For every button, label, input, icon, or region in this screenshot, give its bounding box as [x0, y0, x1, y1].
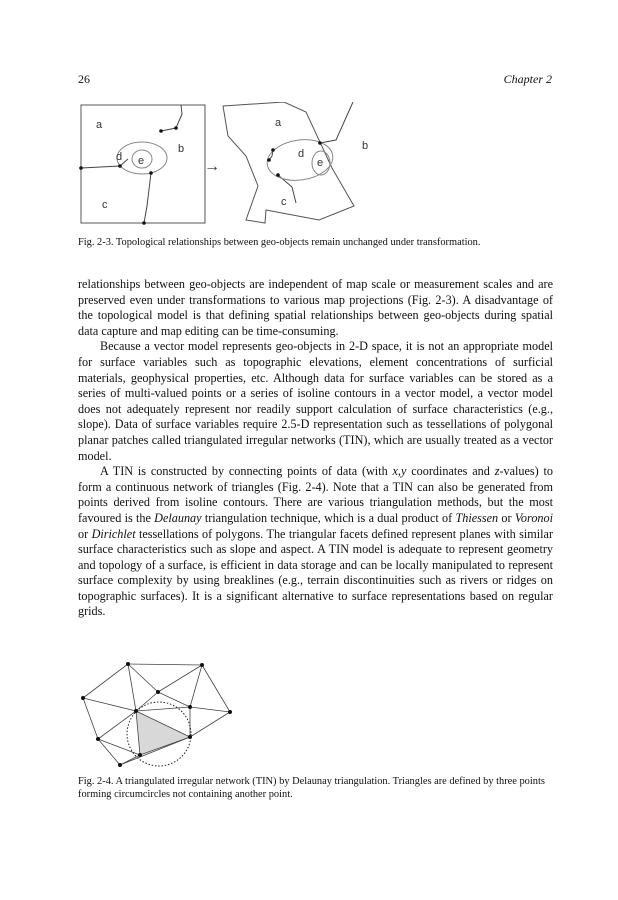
figure-2-3: [78, 102, 398, 226]
running-header-chapter: Chapter 2: [503, 72, 552, 86]
transform-arrow: →: [204, 158, 220, 175]
right-region-d: [265, 136, 336, 185]
figure-2-4-caption: Fig. 2-4. A triangulated irregular network (TIN) by Delaunay triangulation. Triangles are defined by three points forming circumcircles not containing another point.: [78, 776, 545, 800]
right-map-frame: [223, 102, 354, 223]
left-boundary-south: [144, 173, 151, 223]
left-label-e: e: [138, 155, 145, 167]
left-label-a: a: [96, 119, 103, 131]
right-label-c: c: [281, 196, 287, 208]
left-boundary-north: [161, 105, 182, 131]
right-label-d: d: [298, 148, 305, 160]
right-label-a: a: [275, 117, 282, 129]
tin-diagram: [78, 657, 240, 769]
left-label-d: d: [116, 151, 123, 163]
right-boundary-north: [320, 102, 353, 143]
tin-edges: [83, 664, 230, 765]
paragraph-1: relationships between geo-objects are independent of map scale or measurement scales and are preserved even under transformations to various map projections (Fig. 2-3). A disadvantage of the topological model is that defining spatial relationships between geo-objects during spatial data capture and map editing can be time-consuming.: [78, 277, 553, 338]
figure-2-4: [78, 657, 240, 769]
right-label-e: e: [317, 157, 324, 169]
right-label-b: b: [362, 140, 369, 152]
paragraph-2: Because a vector model represents geo-objects in 2-D space, it is not an appropriate model for surface variables such as topographic elevations, element concentrations of surficial materials, geophysical properties, etc. Although data for surface variables can be stored as a series of multi-valued points or a series of isoline contours in a vector model, a vector model does not adequately represent nor readily support calculation of surface characteristics (e.g., slope). Data of surface variables require 2.5-D representation such as tessellations of polygonal planar patches called triangulated irregular networks (TIN), which are usually treated as a vector model.: [78, 339, 553, 463]
topology-diagram: [78, 102, 398, 226]
figure-2-3-caption: Fig. 2-3. Topological relationships between geo-objects remain unchanged under transformation.: [78, 237, 481, 248]
left-label-c: c: [102, 199, 108, 211]
page-number: 26: [78, 72, 90, 86]
body-text: [78, 277, 553, 620]
paragraph-3: A TIN is constructed by connecting points of data (with x,y coordinates and z-values) to form a continuous network of triangles (Fig. 2-4). Note that a TIN can also be generated from points derived from isoline contours. There are various triangulation methods, but the most favoured is the Delaunay triangulation technique, which is a dual product of Thiessen or Voronoi or Dirichlet tessellations of polygons. The triangular facets defined represent planes with similar surface characteristics such as slope and aspect. A TIN model is adequate to represent geometry and topology of a surface, is efficient in data storage and can be locally manipulated to represent surface complexity by using breaklines (e.g., terrain discontinuities such as rivers or ridges on topographic surfaces). It is a significant alternative to surface representations based on regular grids.: [78, 464, 554, 619]
left-label-b: b: [178, 143, 185, 155]
